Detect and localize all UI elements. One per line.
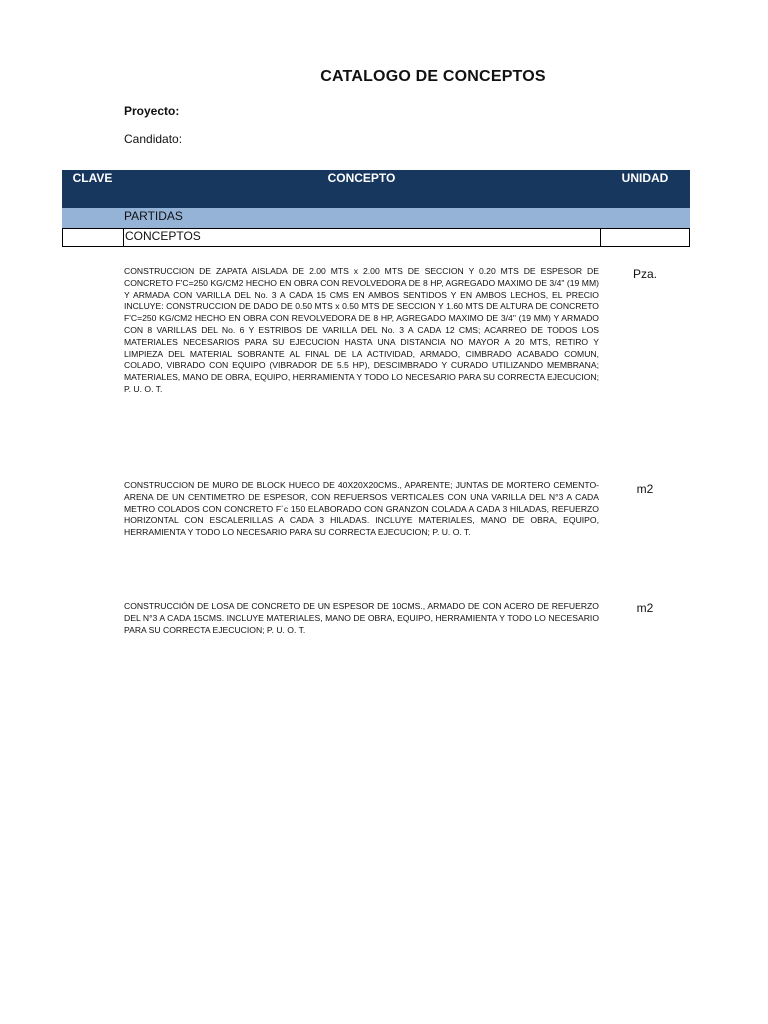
concept-description: CONSTRUCCION DE MURO DE BLOCK HUECO DE 40X20X20CMS., APARENTE; JUNTAS DE MORTERO CEMENTO-ARENA DE UN CENTIMETRO DE ESPESOR, CON REFUERSOS VERTICALES CON UNA VARILLA DEL N°3 A CADA METRO COLADOS CON CONCRETO F´c 150 ELABORADO CON GRANZON COLADA A CADA 3 HILADAS, REFUERZO HORIZONTAL CON ESCALERILLAS A CADA 3 HILADAS. INCLUYE MATERIALES, MANO DE OBRA, EQUIPO, HERRAMIENTA Y TODO LO NECESARIO PARA SU CORRECTA EJECUCION; P. U. O. T.	[124, 480, 599, 538]
partidas-row	[62, 208, 690, 228]
conceptos-label: CONCEPTOS	[125, 229, 201, 243]
concept-description: CONSTRUCCION DE ZAPATA AISLADA DE 2.00 MTS x 2.00 MTS DE SECCION Y 0.20 MTS DE ESPESOR DE CONCRETO F'C=250 KG/CM2 HECHO EN OBRA CON REVOLVEDORA DE 8 HP, AGREGADO MAXIMO DE 3/4" (19 MM) Y ARMADA CON VARILLA DEL No. 3 A CADA 15 CMS EN AMBOS SENTIDOS Y EN AMBOS LECHOS, EL PRECIO INCLUYE: CONSTRUCCION DE DADO DE 0.50 MTS x 0.50 MTS DE SECCION Y 1.60 MTS DE ALTURA DE CONCRETO F'C=250 KG/CM2 HECHO EN OBRA CON REVOLVEDORA DE 8 HP, AGREGADO MAXIMO DE 3/4" (19 MM) Y ARMADO CON 8 VARILLAS DEL No. 6 Y ESTRIBOS DE VARILLA DEL No. 3 A CADA 12 CMS; ACARREO DE TODOS LOS MATERIALES NECESARIOS PARA SU EJECUCION HASTA UNA DISTANCIA NO MAYOR A 20 MTS, RETIRO Y LIMPIEZA DEL MATERIAL SOBRANTE AL FINAL DE LA ACTIVIDAD, ARMADO, CIMBRADO ACABADO COMUN, COLADO, VIBRADO CON EQUIPO (VIBRADOR DE 5.5 HP), DESCIMBRADO Y CURADO UTILIZANDO MEMBRANA; MATERIALES, MANO DE OBRA, EQUIPO, HERRAMIENTA Y TODO LO NECESARIO PARA SU CORRECTA EJECUCION; P. U. O. T.	[124, 266, 599, 394]
header-clave: CLAVE	[72, 171, 113, 185]
concept-unit: m2	[636, 482, 654, 496]
concept-unit: Pza.	[632, 267, 657, 281]
document-title: CATALOGO DE CONCEPTOS	[320, 68, 546, 85]
header-concepto: CONCEPTO	[327, 171, 396, 185]
candidato-label: Candidato:	[124, 132, 183, 146]
concept-unit: m2	[636, 601, 654, 615]
header-unidad: UNIDAD	[621, 171, 669, 185]
concept-item	[124, 480, 599, 539]
concept-description: CONSTRUCCIÓN DE LOSA DE CONCRETO DE UN ESPESOR DE 10CMS., ARMADO DE CON ACERO DE REFUERZO DEL N°3 A CADA 15CMS. INCLUYE MATERIALES, MANO DE OBRA, EQUIPO, HERRAMIENTA Y TODO LO NECESARIO PARA SU CORRECTA EJECUCION; P. U. O. T.	[124, 601, 599, 635]
conceptos-clave-cell	[63, 229, 124, 246]
proyecto-label: Proyecto:	[124, 104, 180, 118]
conceptos-label-cell	[124, 229, 601, 246]
concept-item	[124, 601, 599, 636]
concept-item	[124, 266, 599, 396]
table-header-row	[62, 170, 690, 208]
partidas-label: PARTIDAS	[124, 209, 183, 223]
conceptos-row	[62, 228, 690, 247]
